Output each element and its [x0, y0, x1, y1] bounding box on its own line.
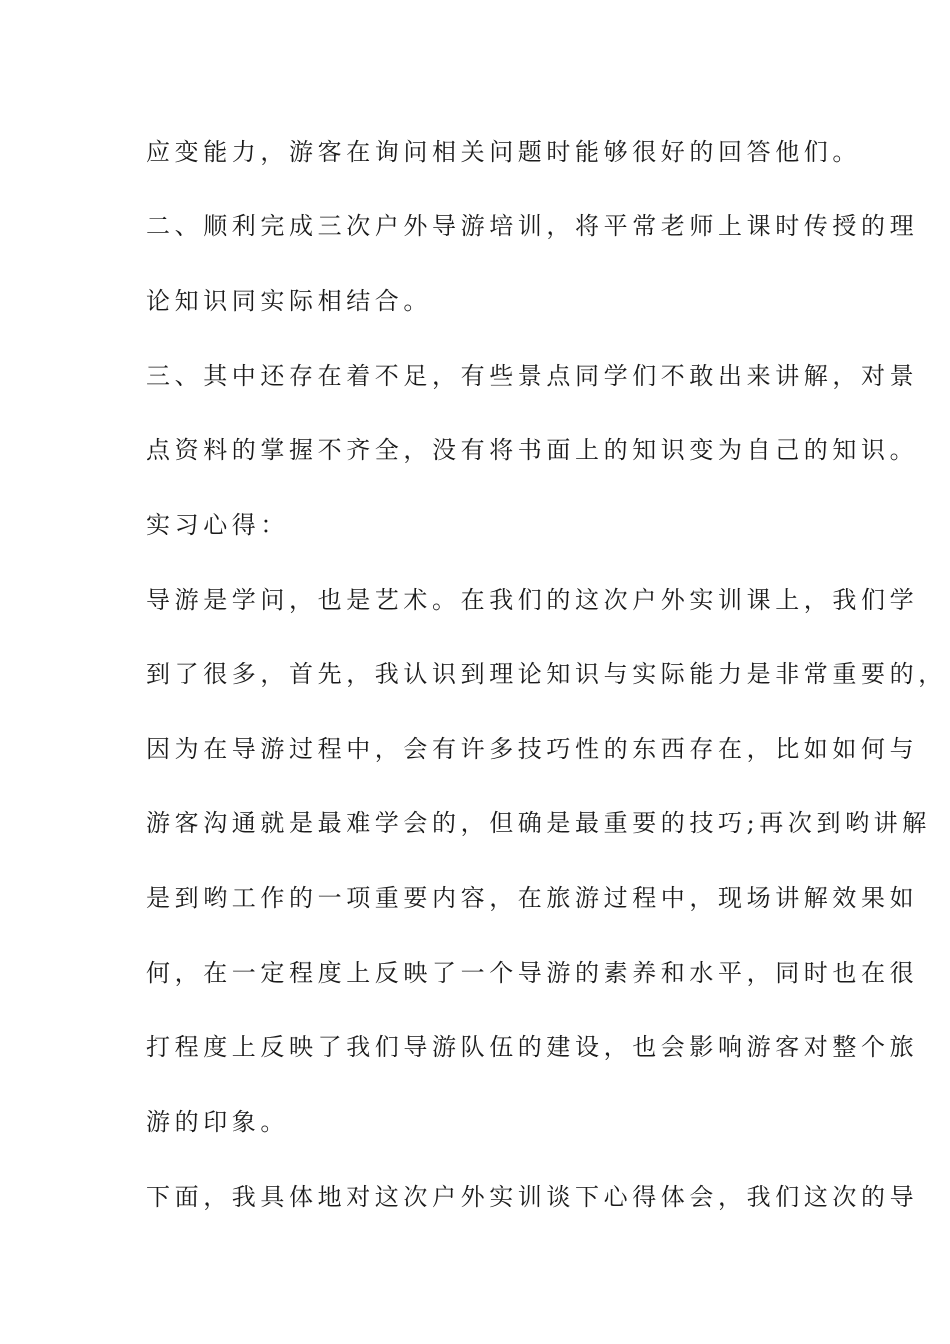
text-line: 打程度上反映了我们导游队伍的建设，也会影响游客对整个旅	[146, 1033, 919, 1061]
text-line: 点资料的掌握不齐全，没有将书面上的知识变为自己的知识。	[146, 436, 919, 464]
text-line: 是到哟工作的一项重要内容，在旅游过程中，现场讲解效果如	[146, 884, 919, 912]
text-line: 导游是学问，也是艺术。在我们的这次户外实训课上，我们学	[146, 586, 919, 614]
text-line: 何，在一定程度上反映了一个导游的素养和水平，同时也在很	[146, 959, 919, 987]
text-line: 因为在导游过程中，会有许多技巧性的东西存在，比如如何与	[146, 735, 919, 763]
text-line: 下面，我具体地对这次户外实训谈下心得体会，我们这次的导	[146, 1183, 919, 1211]
text-line: 三、其中还存在着不足，有些景点同学们不敢出来讲解，对景	[146, 362, 919, 390]
section-heading: 实习心得：	[146, 511, 289, 539]
text-line: 到了很多，首先，我认识到理论知识与实际能力是非常重要的，	[146, 660, 947, 688]
text-line: 二、顺利完成三次户外导游培训，将平常老师上课时传授的理	[146, 212, 919, 240]
text-line: 论知识同实际相结合。	[146, 287, 432, 315]
text-line: 应变能力，游客在询问相关问题时能够很好的回答他们。	[146, 138, 861, 166]
text-line: 游的印象。	[146, 1108, 289, 1136]
text-line: 游客沟通就是最难学会的，但确是最重要的技巧;再次到哟讲解	[146, 809, 931, 837]
